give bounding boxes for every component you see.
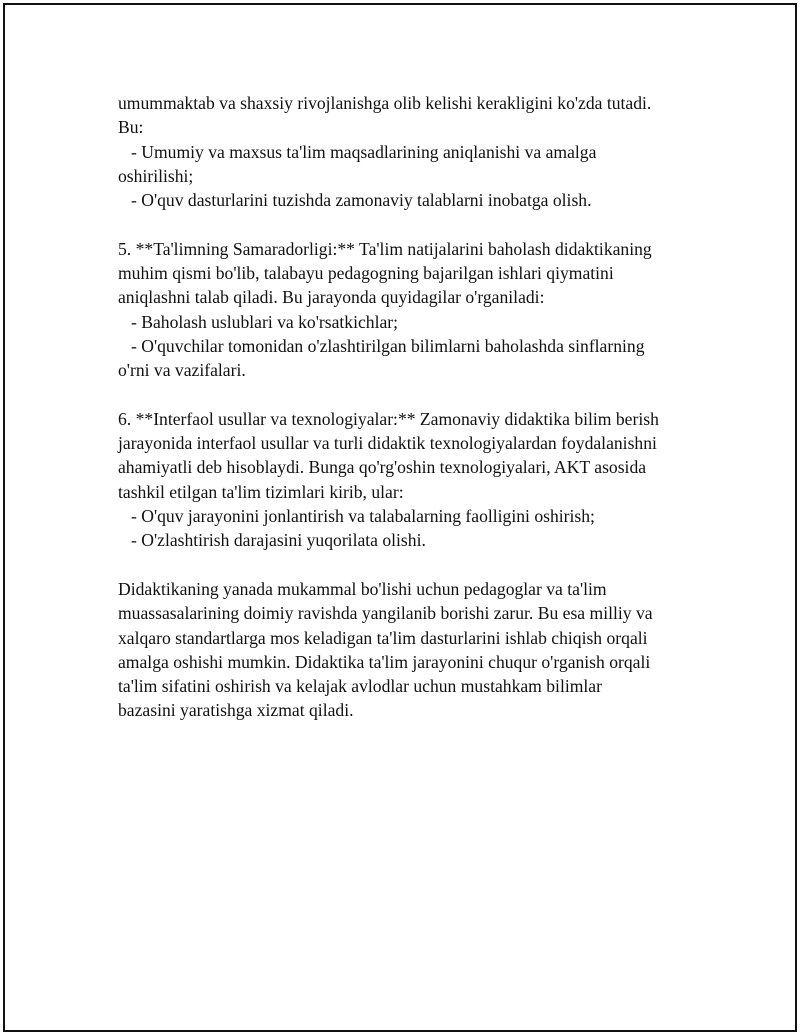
text-line: aniqlashni talab qiladi. Bu jarayonda quyidagilar o'rganiladi: [118,287,545,308]
text-line: ahamiyatli deb hisoblaydi. Bunga qo'rg'oshin texnologiyalari, AKT asosida [118,457,647,478]
text-line: 6. **Interfaol usullar va texnologiyalar:** Zamonaviy didaktika bilim berish [118,408,659,429]
paragraph-gap [118,553,698,577]
text-line: umummaktab va shaxsiy rivojlanishga olib kelishi kerakligini ko'zda tutadi. [118,93,652,113]
bullet-item: - Umumiy va maxsus ta'lim maqsadlarining aniqlanishi va amalga [131,141,597,162]
text-line: oshirilishi; [118,165,194,186]
text-line: amalga oshishi mumkin. Didaktika ta'lim jarayonini chuqur o'rganish orqali [118,651,651,672]
bullet-item: - O'quv dasturlarini tuzishda zamonaviy talablarni inobatga olish. [131,190,592,211]
bullet-item: - O'zlashtirish darajasini yuqorilata olishi. [131,530,426,551]
page-content [118,91,698,723]
paragraph-samaradorlik [118,237,698,383]
paragraph-conclusion [118,577,698,723]
text-line: tashkil etilgan ta'lim tizimlari kirib, ular: [118,481,404,502]
text-line: ta'lim sifatini oshirish va kelajak avlodlar uchun mustahkam bilimlar [118,676,602,697]
bullet-item: - O'quvchilar tomonidan o'zlashtirilgan bilimlarni baholashda sinflarning [131,335,645,356]
text-line: o'rni va vazifalari. [118,360,246,381]
paragraph-gap [118,212,698,236]
text-line: muassasalarining doimiy ravishda yangilanib borishi zarur. Bu esa milliy va [118,603,653,624]
bullet-item: - Baholash uslublari va ko'rsatkichlar; [131,311,399,332]
paragraph-gap [118,383,698,407]
text-line: 5. **Ta'limning Samaradorligi:** Ta'lim natijalarini baholash didaktikaning [118,238,652,259]
text-line: muhim qismi bo'lib, talabayu pedagogning bajarilgan ishlari qiymatini [118,263,614,284]
paragraph-intro [118,91,698,212]
text-line: Bu: [118,117,144,138]
text-line: bazasini yaratishga xizmat qiladi. [118,700,354,721]
text-line: jarayonida interfaol usullar va turli didaktik texnologiyalardan foydalanishni [118,433,657,454]
text-line: xalqaro standartlarga mos keladigan ta'lim dasturlarini ishlab chiqish orqali [118,627,648,648]
bullet-item: - O'quv jarayonini jonlantirish va talabalarning faolligini oshirish; [131,506,595,527]
text-line: Didaktikaning yanada mukammal bo'lishi uchun pedagoglar va ta'lim [118,578,607,599]
paragraph-interfaol [118,407,698,553]
